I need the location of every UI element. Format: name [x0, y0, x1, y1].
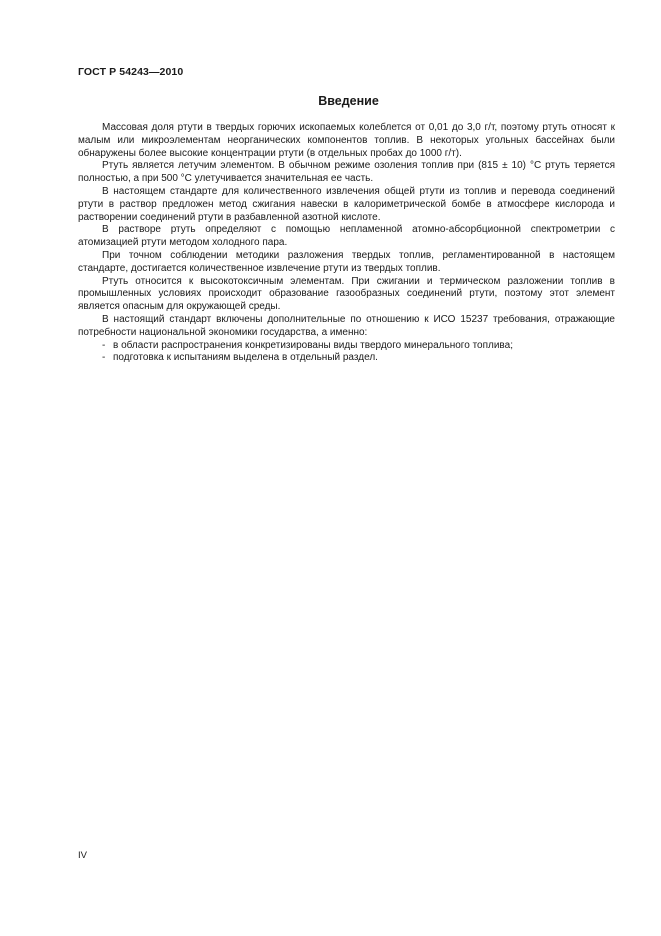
- list-item: [78, 352, 615, 365]
- paragraph-2: Ртуть является летучим элементом. В обычном режиме озоления топлив при (815 ± 10) °С ртуть теряется полностью, а при 500 °С улетучивается значительная ее часть.: [78, 160, 615, 185]
- list-marker: -: [102, 352, 106, 364]
- paragraph-3: В настоящем стандарте для количественного извлечения общей ртути из топлив и перевода соединений ртути в раствор предложен метод сжигания навески в калориметрической бомбе в атмосфере кислорода и растворении соединений ртути в разбавленной азотной кислоте.: [78, 185, 615, 223]
- paragraph-1: Массовая доля ртути в твердых горючих ископаемых колеблется от 0,01 до 3,0 г/т, поэтому ртуть относят к малым или микроэлементам неорганических компонентов топлив. В некоторых угольных бассейнах были обнаружены более высокие концентрации ртути (в отдельных пробах до 1000 г/т).: [78, 122, 615, 159]
- list-item-text: в области распространения конкретизированы виды твердого минерального топлива;: [113, 339, 513, 351]
- page-number: IV: [78, 850, 87, 861]
- section-title: Введение: [318, 94, 379, 108]
- paragraph-6: Ртуть относится к высокотоксичным элементам. При сжигании и термическом разложении топлив в промышленных условиях происходит образование газообразных соединений ртути, поэтому этот элемент является опасным для окружающей среды.: [78, 275, 615, 313]
- document-body: [78, 122, 615, 365]
- paragraph-7: В настоящий стандарт включены дополнительные по отношению к ИСО 15237 требования, отражающие потребности национальной экономики государства, а именно:: [78, 313, 615, 338]
- list-marker: -: [102, 339, 106, 351]
- list-item: [78, 340, 615, 353]
- paragraph-5: При точном соблюдении методики разложения твердых топлив, регламентированной в настоящем стандарте, достигается количественное извлечение ртути из твердых топлив.: [78, 249, 615, 274]
- document-code-header: ГОСТ Р 54243—2010: [78, 66, 184, 78]
- list-item-text: подготовка к испытаниям выделена в отдельный раздел.: [113, 352, 378, 364]
- paragraph-4: В растворе ртуть определяют с помощью непламенной атомно-абсорбционной спектрометрии с атомизацией ртути методом холодного пара.: [78, 224, 615, 249]
- requirements-list: [78, 340, 615, 366]
